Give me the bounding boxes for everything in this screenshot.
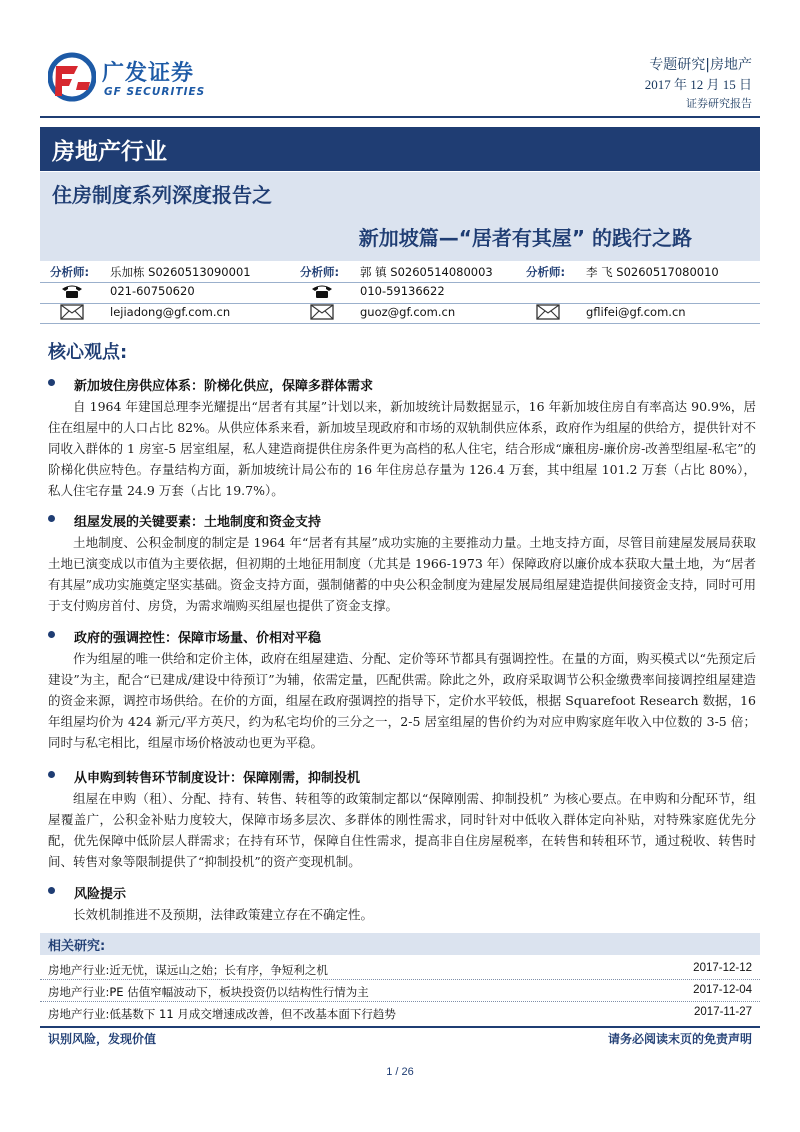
report-date: 2017 年 12 月 15 日: [644, 77, 752, 92]
industry-banner: [40, 127, 760, 171]
email-icon: [310, 304, 334, 320]
analyst-email[interactable]: lejiadong@gf.com.cn: [110, 305, 231, 319]
report-type: 证券研究报告: [686, 97, 752, 110]
related-report-title[interactable]: 房地产行业:低基数下 11 月成交增速成改善，但不改基本面下行趋势: [48, 1007, 396, 1021]
related-report-date: 2017-11-27: [694, 1006, 752, 1018]
related-report-title[interactable]: 房地产行业:PE 估值窄幅波动下，板块投资仍以结构性行情为主: [48, 985, 369, 999]
report-title-line1: 住房制度系列深度报告之: [52, 183, 272, 207]
related-research-heading: 相关研究:: [48, 939, 106, 954]
viewpoint-body: 自 1964 年建国总理李光耀提出“居者有其屋”计划以来，新加坡统计局数据显示，16 年新加坡住房自有率高达 90.9%，居住在组屋中的人口占比 82%。从供应体系来看，新加坡呈现政府和市场的双轨制供应体系，政府作为组屋的供给方，提供针对不同收入群体的 1 房室-5 居室组屋，私人建造商提供住房条件更为高档的私人住宅，结合形成“廉租房-廉价房-改善型组屋-私宅”的阶梯化供应特色。存量结构方面，新加坡统计局公布的 16 年住房总存量为 126.4 万套，其中组屋 101.2 万套（占比 80%），私人住宅存量 24.9 万套（占比 19.7%）。: [48, 399, 756, 498]
analyst-phone: 021-60750620: [110, 284, 195, 298]
bullet-icon: [48, 631, 55, 638]
analyst-label: 分析师:: [526, 265, 566, 279]
related-research-heading-box: [40, 933, 760, 955]
email-icon: [60, 304, 84, 320]
analyst-divider: [40, 303, 760, 304]
viewpoint-heading: 政府的强调控性：保障市场量、价相对平稳: [74, 631, 322, 646]
phone-icon: [310, 283, 334, 299]
company-logo: [48, 52, 238, 108]
viewpoint-heading: 风险提示: [74, 887, 127, 902]
viewpoint-heading: 组屋发展的关键要素：土地制度和资金支持: [74, 515, 322, 530]
analyst-email[interactable]: gflifei@gf.com.cn: [586, 305, 686, 319]
title-box: [40, 172, 760, 261]
gf-logo-icon: [48, 52, 96, 102]
risk-warning: [48, 882, 756, 925]
analyst-divider: [40, 282, 760, 283]
analyst-phone: 010-59136622: [360, 284, 445, 298]
analyst-divider: [40, 323, 760, 324]
footer-divider: [40, 1026, 760, 1028]
report-meta: [645, 56, 752, 113]
email-icon: [536, 304, 560, 320]
related-report[interactable]: [40, 1002, 760, 1024]
analyst-email[interactable]: guoz@gf.com.cn: [360, 305, 456, 319]
analyst-label: 分析师:: [300, 265, 340, 279]
related-report-date: 2017-12-12: [693, 962, 752, 974]
logo-english-name: GF SECURITIES: [104, 86, 206, 98]
viewpoint-1: [48, 374, 756, 501]
viewpoint-body: 长效机制推进不及预期，法律政策建立存在不确定性。: [73, 907, 374, 922]
related-report-title[interactable]: 房地产行业:近无忧，谋远山之始；长有序，争短利之机: [48, 963, 328, 977]
bullet-icon: [48, 771, 55, 778]
viewpoint-2: [48, 510, 756, 616]
report-title-line2: 新加坡篇—“居者有其屋” 的践行之路: [358, 226, 692, 250]
header-divider: [40, 116, 760, 118]
footer-disclaimer-note: 请务必阅读末页的免责声明: [607, 1032, 752, 1046]
analyst-block: [40, 262, 760, 324]
bullet-icon: [48, 379, 55, 386]
viewpoint-4: [48, 766, 756, 872]
analyst-name: 乐加栋 S0260513090001: [110, 265, 251, 279]
logo-chinese-name: 广发证券: [102, 61, 195, 86]
analyst-name: 郭 镇 S0260514080003: [360, 265, 493, 279]
page-number: 1 / 26: [386, 1066, 414, 1078]
bullet-icon: [48, 887, 55, 894]
footer-slogan: 识别风险，发现价值: [48, 1032, 157, 1046]
viewpoint-heading: 从申购到转售环节制度设计：保障刚需，抑制投机: [74, 771, 361, 786]
viewpoint-3: [48, 626, 756, 753]
viewpoint-body: 作为组屋的唯一供给和定价主体，政府在组屋建造、分配、定价等环节都具有强调控性。在量的方面，购买模式以“先预定后建设”为主，配合“已建成/建设中待预订”为辅，依需定量，匹配供需。除此之外，政府采取调节公积金缴费率间接调控组屋建造的资金来源，调控市场供给。在价的方面，组屋在政府强调控的指导下，定价水平较低，根据 Squarefoot Research 数据，16 年组屋均价为 424 新元/平方英尺，约为私宅均价的三分之一，2-5 居室组屋的售价约为对应申购家庭年收入中位数的 3-5 倍；同时与私宅相比，组屋市场价格波动也更为平稳。: [48, 651, 756, 750]
related-report[interactable]: [40, 980, 760, 1002]
core-viewpoints-heading: 核心观点:: [48, 342, 128, 363]
industry-name: 房地产行业: [52, 139, 167, 165]
bullet-icon: [48, 515, 55, 522]
analyst-name: 李 飞 S0260517080010: [586, 265, 719, 279]
related-report[interactable]: [40, 958, 760, 980]
phone-icon: [60, 283, 84, 299]
related-report-date: 2017-12-04: [693, 984, 752, 996]
viewpoint-heading: 新加坡住房供应体系：阶梯化供应，保障多群体需求: [74, 379, 374, 394]
viewpoint-body: 组屋在申购（租）、分配、持有、转售、转租等的政策制定都以“保障刚需、抑制投机” 为核心要点。在申购和分配环节，组屋覆盖广，公积金补贴力度较大，保障市场多层次、多群体的刚性需求，同时针对中低收入群体定向补贴，对特殊家庭优先分配，优先保障中低阶层人群需求；在持有环节，保障自住性需求，提高非自住房屋税率，在转售和转租环节，通过税收、转售时间、转售对象等限制提供了“抑制投机”的资产变现机制。: [48, 791, 756, 869]
report-category: 专题研究|房地产: [649, 57, 752, 73]
viewpoint-body: 土地制度、公积金制度的制定是 1964 年“居者有其屋”成功实施的主要推动力量。土地支持方面，尽管目前建屋发展局获取土地已演变成以市值为主要依据，但初期的土地征用制度（尤其是 1966-1973 年）保障政府以廉价成本获取大量土地，为“居者有其屋”成功实施奠定坚实基础。资金支持方面，强制储蓄的中央公积金制度为建屋发展局组屋建造提供间接资金支持，同时可用于支付购房首付、房贷，为需求端购买组屋也提供了资金支撑。: [48, 535, 756, 613]
analyst-label: 分析师:: [50, 265, 90, 279]
